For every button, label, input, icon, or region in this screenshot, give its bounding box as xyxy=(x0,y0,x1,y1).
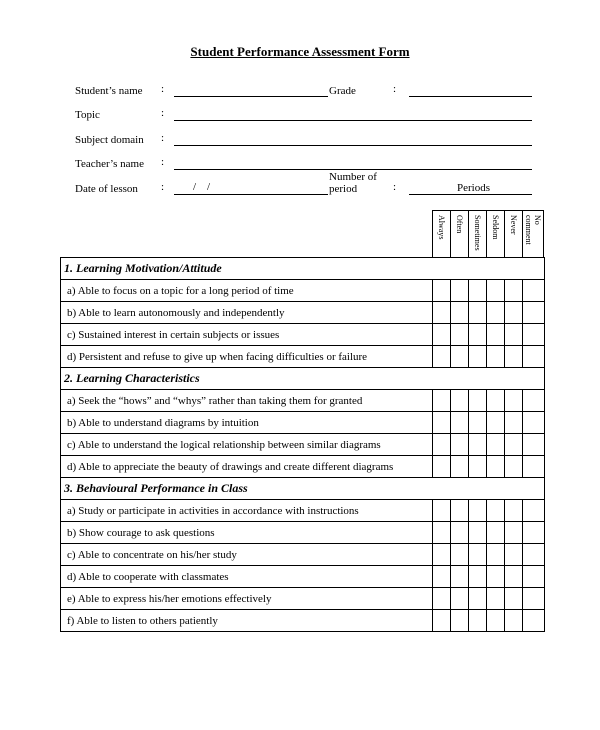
rating-checkbox-seldom[interactable] xyxy=(487,522,505,544)
rating-checkbox-no-comment[interactable] xyxy=(523,346,545,368)
rating-checkbox-always[interactable] xyxy=(433,302,451,324)
rating-checkbox-often[interactable] xyxy=(451,544,469,566)
section-heading-filler xyxy=(523,258,545,280)
criterion-label: d) Able to cooperate with classmates xyxy=(61,566,433,588)
rating-checkbox-sometimes[interactable] xyxy=(469,610,487,632)
rating-checkbox-always[interactable] xyxy=(433,610,451,632)
table-row xyxy=(61,456,545,478)
form-title: Student Performance Assessment Form xyxy=(190,44,410,59)
rating-checkbox-no-comment[interactable] xyxy=(523,434,545,456)
section-heading-filler xyxy=(433,478,451,500)
colon: : xyxy=(161,83,165,95)
colon: : xyxy=(161,107,165,119)
rating-checkbox-always[interactable] xyxy=(433,522,451,544)
rating-checkbox-sometimes[interactable] xyxy=(469,412,487,434)
rating-checkbox-always[interactable] xyxy=(433,500,451,522)
rating-checkbox-always[interactable] xyxy=(433,346,451,368)
rating-checkbox-seldom[interactable] xyxy=(487,544,505,566)
column-header-sometimes: Sometimes xyxy=(468,210,486,257)
rating-checkbox-always[interactable] xyxy=(433,280,451,302)
rating-checkbox-sometimes[interactable] xyxy=(469,434,487,456)
rating-checkbox-seldom[interactable] xyxy=(487,346,505,368)
student-name-label: Student’s name xyxy=(75,85,143,97)
rating-checkbox-no-comment[interactable] xyxy=(523,610,545,632)
section-heading-filler xyxy=(469,368,487,390)
rating-checkbox-no-comment[interactable] xyxy=(523,544,545,566)
table-row xyxy=(61,346,545,368)
number-of-period-field[interactable] xyxy=(409,194,532,195)
rating-checkbox-never[interactable] xyxy=(505,500,523,522)
section-heading: 3. Behavioural Performance in Class xyxy=(61,478,433,500)
number-of-period-label-line1: Number of xyxy=(329,171,377,183)
rating-checkbox-never[interactable] xyxy=(505,544,523,566)
section-heading-filler xyxy=(451,258,469,280)
section-heading-filler xyxy=(433,368,451,390)
criterion-label: d) Able to appreciate the beauty of drawings and create different diagrams xyxy=(61,456,433,478)
column-header-never: Never xyxy=(504,210,522,257)
section-heading-filler xyxy=(523,478,545,500)
rating-checkbox-sometimes[interactable] xyxy=(469,500,487,522)
rating-checkbox-never[interactable] xyxy=(505,566,523,588)
section-heading-filler xyxy=(469,258,487,280)
rating-checkbox-no-comment[interactable] xyxy=(523,324,545,346)
rating-checkbox-never[interactable] xyxy=(505,588,523,610)
topic-label: Topic xyxy=(75,109,100,121)
rating-checkbox-always[interactable] xyxy=(433,544,451,566)
table-row xyxy=(61,588,545,610)
rating-checkbox-seldom[interactable] xyxy=(487,324,505,346)
rating-checkbox-often[interactable] xyxy=(451,324,469,346)
rating-checkbox-seldom[interactable] xyxy=(487,610,505,632)
table-row xyxy=(61,434,545,456)
table-row xyxy=(61,610,545,632)
column-header-seldom: Seldom xyxy=(486,210,504,257)
periods-text: Periods xyxy=(457,182,490,194)
rating-column-headers xyxy=(432,210,544,257)
column-header-no-comment: No comment xyxy=(522,210,544,257)
rating-checkbox-sometimes[interactable] xyxy=(469,588,487,610)
rating-checkbox-always[interactable] xyxy=(433,434,451,456)
rating-checkbox-no-comment[interactable] xyxy=(523,500,545,522)
topic-field[interactable] xyxy=(174,120,532,121)
rating-checkbox-seldom[interactable] xyxy=(487,456,505,478)
section-heading-row xyxy=(61,258,545,280)
section-heading-row xyxy=(61,478,545,500)
section-heading-filler xyxy=(505,258,523,280)
rating-checkbox-often[interactable] xyxy=(451,456,469,478)
rating-checkbox-no-comment[interactable] xyxy=(523,566,545,588)
rating-checkbox-seldom[interactable] xyxy=(487,390,505,412)
assessment-table xyxy=(60,257,545,632)
rating-checkbox-always[interactable] xyxy=(433,566,451,588)
section-heading-filler xyxy=(487,368,505,390)
table-row xyxy=(61,500,545,522)
rating-checkbox-always[interactable] xyxy=(433,412,451,434)
rating-checkbox-never[interactable] xyxy=(505,346,523,368)
rating-checkbox-no-comment[interactable] xyxy=(523,588,545,610)
table-row xyxy=(61,544,545,566)
rating-checkbox-seldom[interactable] xyxy=(487,302,505,324)
colon: : xyxy=(393,181,397,193)
rating-checkbox-never[interactable] xyxy=(505,324,523,346)
rating-checkbox-seldom[interactable] xyxy=(487,500,505,522)
section-heading-filler xyxy=(523,368,545,390)
rating-checkbox-seldom[interactable] xyxy=(487,412,505,434)
rating-checkbox-often[interactable] xyxy=(451,280,469,302)
table-row xyxy=(61,412,545,434)
teacher-name-label: Teacher’s name xyxy=(75,158,144,170)
rating-checkbox-always[interactable] xyxy=(433,456,451,478)
rating-checkbox-often[interactable] xyxy=(451,610,469,632)
rating-checkbox-no-comment[interactable] xyxy=(523,456,545,478)
rating-checkbox-sometimes[interactable] xyxy=(469,324,487,346)
criterion-label: b) Show courage to ask questions xyxy=(61,522,433,544)
table-row xyxy=(61,302,545,324)
rating-checkbox-no-comment[interactable] xyxy=(523,412,545,434)
section-heading-row xyxy=(61,368,545,390)
criterion-label: a) Able to focus on a topic for a long period of time xyxy=(61,280,433,302)
table-row xyxy=(61,566,545,588)
table-row xyxy=(61,324,545,346)
rating-checkbox-seldom[interactable] xyxy=(487,280,505,302)
table-row xyxy=(61,522,545,544)
criterion-label: c) Able to understand the logical relationship between similar diagrams xyxy=(61,434,433,456)
section-heading-filler xyxy=(451,368,469,390)
rating-checkbox-often[interactable] xyxy=(451,522,469,544)
grade-label: Grade xyxy=(329,85,356,97)
section-heading-filler xyxy=(505,368,523,390)
rating-checkbox-sometimes[interactable] xyxy=(469,566,487,588)
criterion-label: e) Able to express his/her emotions effectively xyxy=(61,588,433,610)
criterion-label: c) Sustained interest in certain subjects or issues xyxy=(61,324,433,346)
rating-checkbox-no-comment[interactable] xyxy=(523,390,545,412)
criterion-label: d) Persistent and refuse to give up when facing difficulties or failure xyxy=(61,346,433,368)
section-heading-filler xyxy=(487,258,505,280)
rating-checkbox-no-comment[interactable] xyxy=(523,280,545,302)
rating-checkbox-always[interactable] xyxy=(433,390,451,412)
section-heading-filler xyxy=(487,478,505,500)
student-name-field[interactable] xyxy=(174,96,328,97)
rating-checkbox-sometimes[interactable] xyxy=(469,280,487,302)
date-of-lesson-field[interactable] xyxy=(174,194,328,195)
criterion-label: a) Seek the “hows” and “whys” rather than taking them for granted xyxy=(61,390,433,412)
section-heading: 2. Learning Characteristics xyxy=(61,368,433,390)
colon: : xyxy=(161,132,165,144)
date-of-lesson-label: Date of lesson xyxy=(75,183,138,195)
rating-checkbox-seldom[interactable] xyxy=(487,434,505,456)
rating-checkbox-never[interactable] xyxy=(505,412,523,434)
rating-checkbox-often[interactable] xyxy=(451,566,469,588)
rating-checkbox-sometimes[interactable] xyxy=(469,302,487,324)
number-of-period-label-line2: period xyxy=(329,183,358,195)
rating-checkbox-often[interactable] xyxy=(451,434,469,456)
section-heading-filler xyxy=(505,478,523,500)
rating-checkbox-often[interactable] xyxy=(451,500,469,522)
rating-checkbox-sometimes[interactable] xyxy=(469,522,487,544)
table-row xyxy=(61,390,545,412)
rating-checkbox-seldom[interactable] xyxy=(487,566,505,588)
colon: : xyxy=(393,83,397,95)
rating-checkbox-always[interactable] xyxy=(433,324,451,346)
rating-checkbox-sometimes[interactable] xyxy=(469,544,487,566)
section-heading: 1. Learning Motivation/Attitude xyxy=(61,258,433,280)
rating-checkbox-never[interactable] xyxy=(505,390,523,412)
rating-checkbox-no-comment[interactable] xyxy=(523,302,545,324)
criterion-label: b) Able to learn autonomously and independently xyxy=(61,302,433,324)
rating-checkbox-often[interactable] xyxy=(451,588,469,610)
column-header-often: Often xyxy=(450,210,468,257)
criterion-label: f) Able to listen to others patiently xyxy=(61,610,433,632)
grade-field[interactable] xyxy=(409,96,532,97)
rating-checkbox-always[interactable] xyxy=(433,588,451,610)
rating-checkbox-seldom[interactable] xyxy=(487,588,505,610)
rating-checkbox-never[interactable] xyxy=(505,610,523,632)
colon: : xyxy=(161,156,165,168)
colon: : xyxy=(161,181,165,193)
rating-checkbox-often[interactable] xyxy=(451,390,469,412)
rating-checkbox-sometimes[interactable] xyxy=(469,390,487,412)
table-row xyxy=(61,280,545,302)
date-separators: / / xyxy=(193,181,211,193)
rating-checkbox-sometimes[interactable] xyxy=(469,456,487,478)
rating-checkbox-never[interactable] xyxy=(505,302,523,324)
criterion-label: c) Able to concentrate on his/her study xyxy=(61,544,433,566)
subject-domain-field[interactable] xyxy=(174,145,532,146)
column-header-always: Always xyxy=(432,210,450,257)
section-heading-filler xyxy=(469,478,487,500)
subject-domain-label: Subject domain xyxy=(75,134,144,146)
rating-checkbox-no-comment[interactable] xyxy=(523,522,545,544)
rating-checkbox-never[interactable] xyxy=(505,522,523,544)
rating-checkbox-often[interactable] xyxy=(451,346,469,368)
rating-checkbox-often[interactable] xyxy=(451,302,469,324)
rating-checkbox-never[interactable] xyxy=(505,456,523,478)
section-heading-filler xyxy=(451,478,469,500)
section-heading-filler xyxy=(433,258,451,280)
rating-checkbox-sometimes[interactable] xyxy=(469,346,487,368)
rating-checkbox-often[interactable] xyxy=(451,412,469,434)
teacher-name-field[interactable] xyxy=(174,169,532,170)
criterion-label: b) Able to understand diagrams by intuition xyxy=(61,412,433,434)
rating-checkbox-never[interactable] xyxy=(505,280,523,302)
criterion-label: a) Study or participate in activities in accordance with instructions xyxy=(61,500,433,522)
rating-checkbox-never[interactable] xyxy=(505,434,523,456)
